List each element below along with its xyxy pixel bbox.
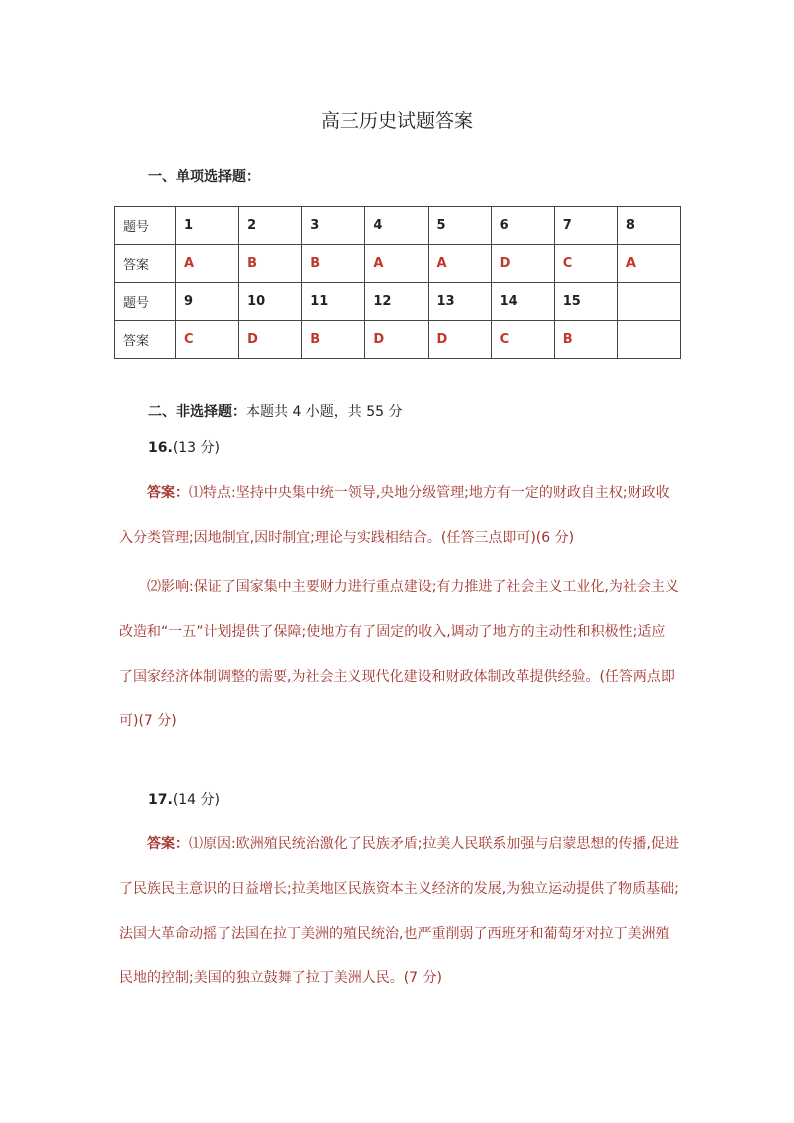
- question-number-cell: [617, 283, 680, 321]
- question-number-cell: 4: [365, 207, 428, 245]
- row-label: 题号: [115, 207, 176, 245]
- q16-score: (13 分): [172, 440, 221, 456]
- question-number-cell: 10: [239, 283, 302, 321]
- q16-answer-part2: [119, 565, 679, 744]
- row-label: 答案: [115, 245, 176, 283]
- question-number-cell: 14: [491, 283, 554, 321]
- answer-cell: A: [617, 245, 680, 283]
- question-number-cell: 1: [176, 207, 239, 245]
- answer-cell: B: [554, 321, 617, 359]
- q16-part1-text: ⑴特点:坚持中央集中统一领导,央地分级管理;地方有一定的财政自主权;财政收入分类管理;因地制宜,因时制宜;理论与实践相结合。(任答三点即可)(6 分): [119, 485, 670, 546]
- section-2-label: 二、非选择题：: [148, 404, 246, 420]
- question-number-cell: 5: [428, 207, 491, 245]
- question-number-cell: 9: [176, 283, 239, 321]
- question-number-cell: 8: [617, 207, 680, 245]
- question-number-cell: 2: [239, 207, 302, 245]
- row-label: 题号: [115, 283, 176, 321]
- answer-cell: D: [491, 245, 554, 283]
- answer-cell: D: [239, 321, 302, 359]
- answer-table: [114, 206, 681, 359]
- page-title: 高三历史试题答案: [320, 110, 473, 132]
- question-number-cell: 7: [554, 207, 617, 245]
- section-2-heading: [148, 401, 403, 421]
- section-1-heading: [148, 166, 260, 186]
- table-row: [115, 321, 681, 359]
- q16-answer-label: 答案：: [147, 485, 189, 501]
- q16-answer-part1: [119, 471, 679, 561]
- answer-cell: B: [302, 321, 365, 359]
- q17-part1-text: ⑴原因:欧洲殖民统治激化了民族矛盾;拉美人民联系加强与启蒙思想的传播,促进了民族民主意识的日益增长;拉美地区民族资本主义经济的发展,为独立运动提供了物质基础;法国大革命动摇了法国在拉丁美洲的殖民统治,也严重削弱了西班牙和葡萄牙对拉丁美洲殖民地的控制;美国的独立鼓舞了拉丁美洲人民。(7 分): [119, 836, 679, 987]
- table-row: [115, 283, 681, 321]
- question-number-cell: 13: [428, 283, 491, 321]
- q17-number: 17.: [148, 792, 173, 808]
- question-number-cell: 15: [554, 283, 617, 321]
- answer-cell: D: [428, 321, 491, 359]
- table-row: [115, 207, 681, 245]
- question-number-cell: 6: [491, 207, 554, 245]
- answer-cell: D: [365, 321, 428, 359]
- answer-cell: A: [176, 245, 239, 283]
- answer-cell: C: [176, 321, 239, 359]
- section-1-label: 一、单项选择题：: [148, 169, 260, 185]
- answer-cell: B: [302, 245, 365, 283]
- answer-cell: A: [365, 245, 428, 283]
- q17-score: (14 分): [172, 792, 221, 808]
- q16-number: 16.: [148, 440, 173, 456]
- question-number-cell: 12: [365, 283, 428, 321]
- answer-cell: C: [554, 245, 617, 283]
- q17-heading: [148, 789, 220, 809]
- answer-cell: C: [491, 321, 554, 359]
- q16-part2-text: ⑵影响:保证了国家集中主要财力进行重点建设;有力推进了社会主义工业化,为社会主义改造和“一五”计划提供了保障;使地方有了固定的收入,调动了地方的主动性和积极性;适应了国家经济体制调整的需要,为社会主义现代化建设和财政体制改革提供经验。(任答两点即可)(7 分): [119, 579, 679, 730]
- row-label: 答案: [115, 321, 176, 359]
- question-number-cell: 11: [302, 283, 365, 321]
- q17-answer-part1: [119, 822, 679, 1001]
- answer-cell: [617, 321, 680, 359]
- q16-heading: [148, 437, 220, 457]
- answer-cell: A: [428, 245, 491, 283]
- q17-answer-label: 答案：: [147, 836, 189, 852]
- answer-cell: B: [239, 245, 302, 283]
- section-2-desc: 本题共 4 小题，共 55 分: [246, 404, 403, 420]
- table-row: [115, 245, 681, 283]
- question-number-cell: 3: [302, 207, 365, 245]
